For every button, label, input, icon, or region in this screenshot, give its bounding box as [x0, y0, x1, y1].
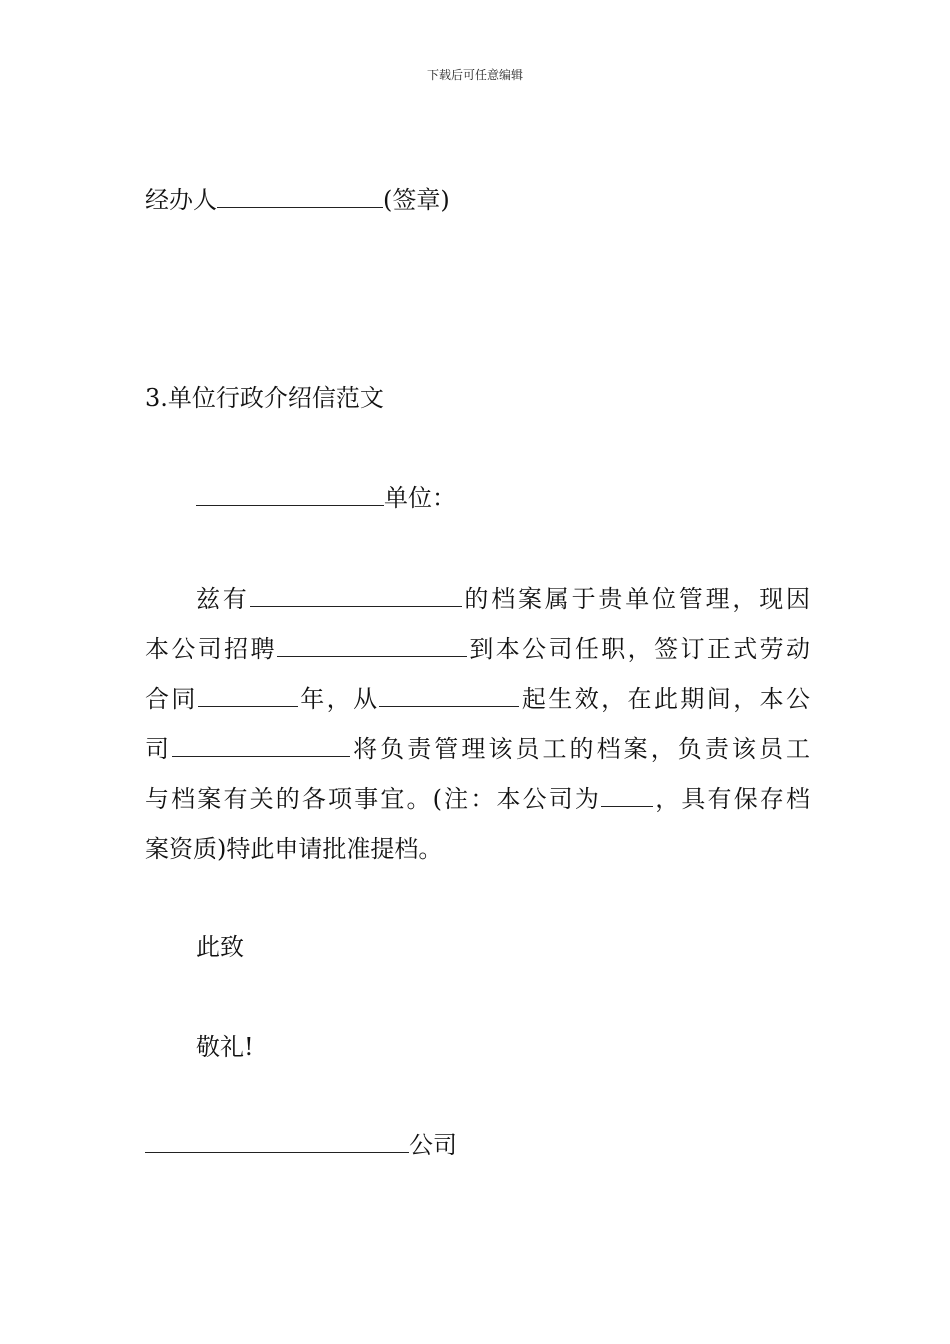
- letter-body: [145, 581, 810, 881]
- body-text: 将负责管理该员工的档案，负责该员工: [350, 735, 811, 763]
- body-text: 与档案有关的各项事宜。(注：本公司为: [145, 785, 602, 813]
- recipient-suffix: 单位：: [384, 484, 456, 512]
- effective-date-blank[interactable]: [379, 684, 519, 707]
- employee-name-blank[interactable]: [250, 584, 462, 607]
- company-name-blank[interactable]: [172, 734, 350, 757]
- handler-signature-line: [145, 185, 450, 215]
- body-text: 的档案属于贵单位管理，现因: [461, 585, 811, 613]
- body-text: 本公司招聘: [145, 635, 277, 663]
- seal-label: (签章): [383, 186, 450, 214]
- body-line-2: [145, 631, 810, 681]
- company-suffix: 公司: [409, 1131, 457, 1159]
- body-text: 司: [145, 735, 173, 763]
- recipient-line: [196, 483, 456, 513]
- contract-years-blank[interactable]: [198, 684, 298, 707]
- company-signature-blank[interactable]: [145, 1130, 409, 1153]
- body-line-1: [145, 581, 810, 631]
- closing-greeting: 此致: [196, 933, 244, 961]
- page-header: 下载后可任意编辑: [426, 68, 523, 82]
- body-line-4: [145, 731, 810, 781]
- body-text: 年，从: [297, 685, 380, 713]
- body-line-6: 案资质)特此申请批准提档。: [145, 835, 443, 863]
- company-signature-line: [145, 1130, 457, 1160]
- body-text: 起生效，在此期间，本公: [519, 685, 811, 713]
- section-title: 3.单位行政介绍信范文: [145, 384, 384, 412]
- body-text: ，具有保存档: [653, 785, 810, 813]
- company-type-blank[interactable]: [601, 784, 653, 807]
- handler-label: 经办人: [145, 186, 217, 214]
- recruit-name-blank[interactable]: [277, 634, 467, 657]
- body-text: 到本公司任职，签订正式劳动: [466, 635, 811, 663]
- body-line-3: [145, 681, 810, 731]
- body-text: 兹有: [196, 585, 250, 613]
- body-text: 合同: [145, 685, 198, 713]
- recipient-unit-blank[interactable]: [196, 483, 384, 506]
- handler-blank[interactable]: [217, 185, 383, 208]
- body-line-5: [145, 781, 810, 831]
- closing-respect: 敬礼!: [196, 1033, 254, 1061]
